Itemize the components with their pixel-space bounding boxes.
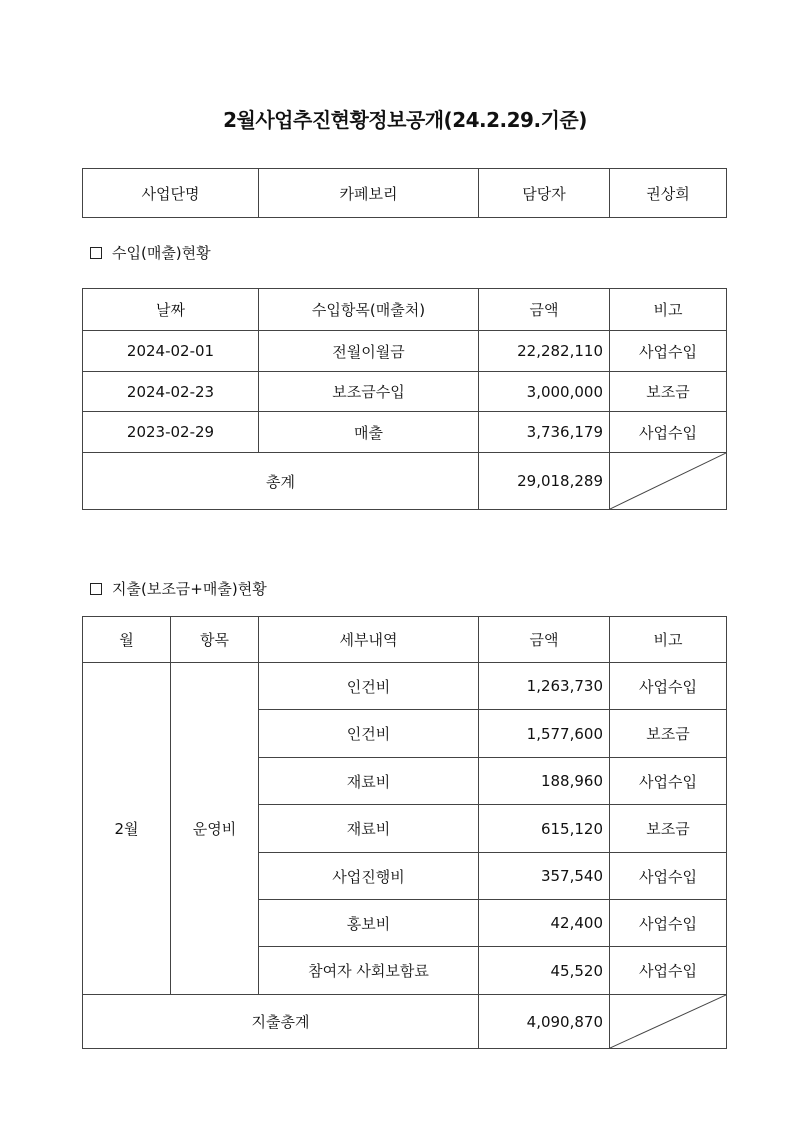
income-date: 2024-02-01	[83, 331, 259, 372]
header-item: 수입항목(매출처)	[259, 289, 479, 331]
income-item: 전월이월금	[259, 331, 479, 372]
diagonal-blank-cell	[610, 995, 727, 1049]
expense-heading-text: 지출(보조금+매출)현황	[112, 580, 267, 598]
expense-detail: 인건비	[259, 663, 479, 710]
header-date: 날짜	[83, 289, 259, 331]
income-note: 사업수입	[610, 331, 727, 372]
income-amount: 3,736,179	[479, 412, 610, 453]
square-bullet-icon	[90, 247, 102, 259]
header-month: 월	[83, 617, 171, 663]
expense-amount: 45,520	[479, 947, 610, 995]
expense-total-label: 지출총계	[83, 995, 479, 1049]
expense-section-heading	[90, 578, 267, 599]
expense-detail: 인건비	[259, 710, 479, 758]
header-amount: 금액	[479, 289, 610, 331]
income-note: 보조금	[610, 372, 727, 412]
expense-table	[82, 616, 727, 1049]
expense-amount: 42,400	[479, 900, 610, 947]
expense-amount: 615,120	[479, 805, 610, 853]
expense-note: 사업수입	[610, 947, 727, 995]
expense-note: 보조금	[610, 805, 727, 853]
income-heading-text: 수입(매출)현황	[112, 244, 211, 262]
income-note: 사업수입	[610, 412, 727, 453]
expense-month: 2월	[83, 663, 171, 995]
income-header-row	[83, 289, 727, 331]
income-date: 2023-02-29	[83, 412, 259, 453]
income-table	[82, 288, 727, 510]
expense-amount: 1,577,600	[479, 710, 610, 758]
page-title: 2월사업추진현황정보공개(24.2.29.기준)	[223, 108, 587, 132]
expense-note: 보조금	[610, 710, 727, 758]
table-row	[83, 412, 727, 453]
expense-amount: 357,540	[479, 853, 610, 900]
square-bullet-icon	[90, 583, 102, 595]
expense-total-row	[83, 995, 727, 1049]
expense-note: 사업수입	[610, 900, 727, 947]
income-amount: 22,282,110	[479, 331, 610, 372]
income-total-label: 총계	[83, 453, 479, 510]
header-detail: 세부내역	[259, 617, 479, 663]
header-amount: 금액	[479, 617, 610, 663]
header-note: 비고	[610, 289, 727, 331]
table-row	[83, 372, 727, 412]
header-note: 비고	[610, 617, 727, 663]
expense-detail: 참여자 사회보함료	[259, 947, 479, 995]
expense-header-row	[83, 617, 727, 663]
expense-amount: 1,263,730	[479, 663, 610, 710]
project-info-table	[82, 168, 727, 218]
expense-detail: 홍보비	[259, 900, 479, 947]
project-name: 카페보리	[259, 169, 479, 218]
income-total-amount: 29,018,289	[479, 453, 610, 510]
table-row	[83, 331, 727, 372]
income-item: 보조금수입	[259, 372, 479, 412]
income-date: 2024-02-23	[83, 372, 259, 412]
project-info-row	[83, 169, 727, 218]
income-total-row	[83, 453, 727, 510]
income-amount: 3,000,000	[479, 372, 610, 412]
expense-detail: 사업진행비	[259, 853, 479, 900]
expense-amount: 188,960	[479, 758, 610, 805]
expense-note: 사업수입	[610, 853, 727, 900]
expense-detail: 재료비	[259, 805, 479, 853]
header-category: 항목	[171, 617, 259, 663]
diagonal-blank-cell	[610, 453, 727, 510]
expense-note: 사업수입	[610, 758, 727, 805]
expense-detail: 재료비	[259, 758, 479, 805]
income-item: 매출	[259, 412, 479, 453]
project-label: 사업단명	[83, 169, 259, 218]
manager-name: 권상희	[610, 169, 727, 218]
table-row	[83, 663, 727, 710]
income-section-heading	[90, 242, 211, 263]
expense-note: 사업수입	[610, 663, 727, 710]
expense-total-amount: 4,090,870	[479, 995, 610, 1049]
expense-category: 운영비	[171, 663, 259, 995]
manager-label: 담당자	[479, 169, 610, 218]
